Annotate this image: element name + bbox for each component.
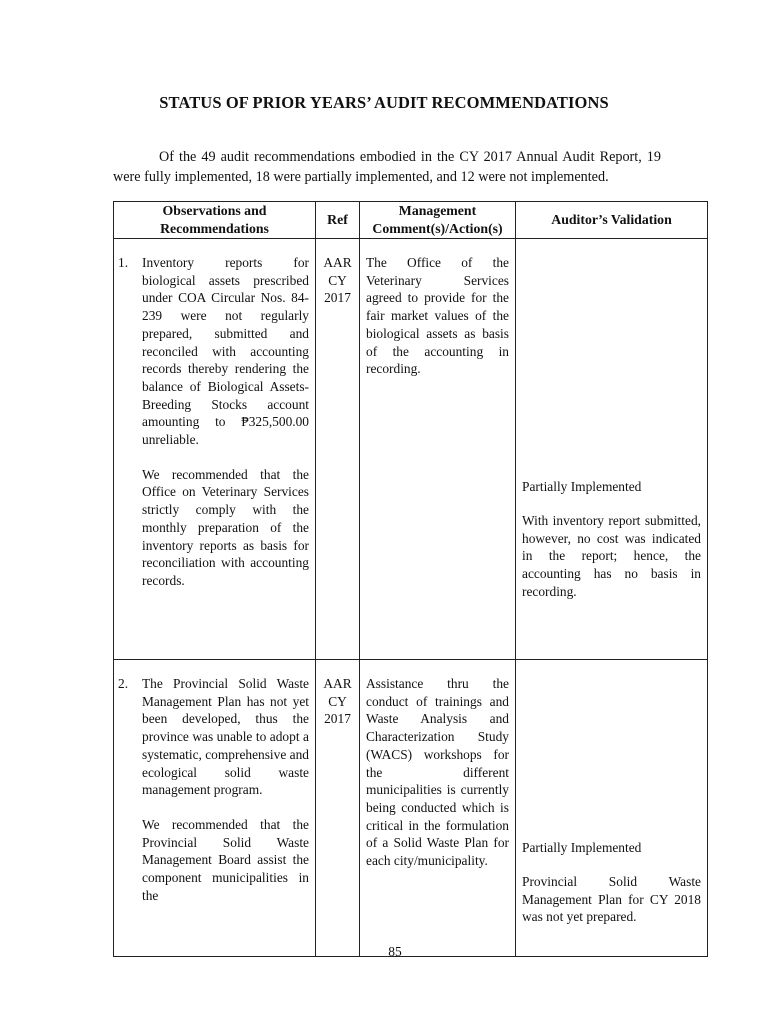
document-title: STATUS OF PRIOR YEARS’ AUDIT RECOMMENDATIONS	[159, 93, 609, 112]
validation-cell	[516, 239, 708, 660]
recommendation-text: We recommended that the Office on Veterinary Services strictly comply with the monthly preparation of the inventory reports as basis for reconciliation with accounting records.	[142, 466, 309, 588]
page-number: 85	[388, 944, 402, 959]
validation-detail: With inventory report submitted, however, no cost was indicated in the report; hence, the accounting has no basis in recording.	[522, 513, 701, 599]
header-management: Management Comment(s)/Action(s)	[360, 202, 516, 239]
management-cell: Assistance thru the conduct of trainings and Waste Analysis and Characterization Study (WACS) workshops for the different municipalities is currently being conducted which is critical in the formulation of a Solid Waste Plan for each city/municipality.	[360, 660, 516, 957]
header-validation: Auditor’s Validation	[516, 202, 708, 239]
observation-cell	[114, 660, 316, 957]
validation-cell	[516, 660, 708, 957]
management-cell: The Office of the Veterinary Services agreed to provide for the fair market values of the biological assets as basis of the accounting in recording.	[360, 239, 516, 660]
validation-status: Partially Implemented	[522, 479, 642, 494]
table-row	[114, 660, 708, 957]
validation-status: Partially Implemented	[522, 840, 642, 855]
intro-paragraph: Of the 49 audit recommendations embodied in the CY 2017 Annual Audit Report, 19 were fully implemented, 18 were partially implemented, and 12 were not implemented.	[113, 149, 661, 185]
observation-text: Inventory reports for biological assets prescribed under COA Circular Nos. 84-239 were not regularly prepared, submitted and reconciled with accounting records thereby rendering the balance of Biological Assets-Breeding Stocks account amounting to ₱325,500.00 unreliable.	[142, 255, 309, 448]
ref-cell: AAR CY 2017	[316, 239, 360, 660]
recommendation-text: We recommended that the Provincial Solid Waste Management Board assist the component municipalities in the	[142, 816, 309, 903]
item-number: 1.	[118, 255, 129, 270]
header-observations: Observations and Recommendations	[114, 202, 316, 239]
ref-cell: AAR CY 2017	[316, 660, 360, 957]
observation-cell	[114, 239, 316, 660]
observation-text: The Provincial Solid Waste Management Plan has not yet been developed, thus the province was unable to adopt a systematic, comprehensive and ecological solid waste management program.	[142, 676, 309, 798]
header-ref: Ref	[316, 202, 360, 239]
recommendations-table	[113, 201, 708, 957]
table-row	[114, 239, 708, 660]
validation-detail: Provincial Solid Waste Management Plan for CY 2018 was not yet prepared.	[522, 874, 701, 925]
table-header-row	[114, 202, 708, 239]
item-number: 2.	[118, 676, 129, 691]
